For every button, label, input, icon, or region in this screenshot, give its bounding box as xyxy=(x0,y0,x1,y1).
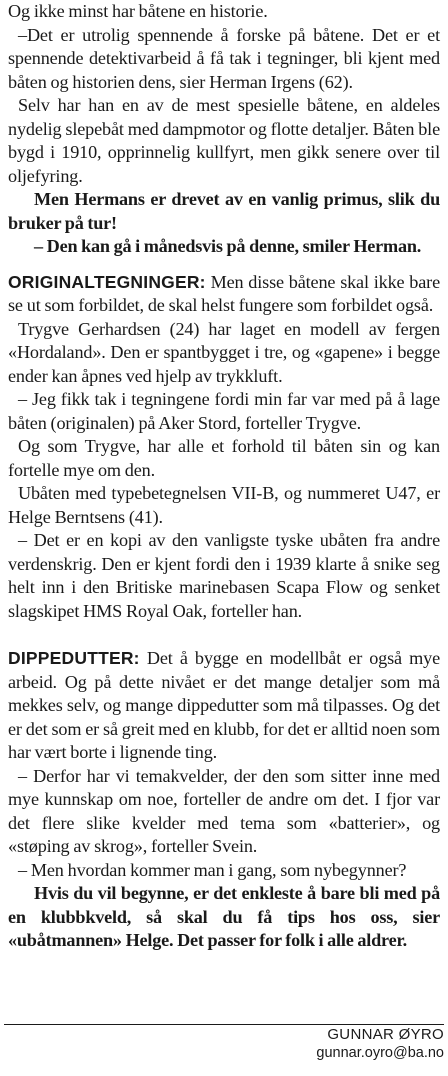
section-1-paragraph: – Jeg fikk tak i tegningene fordi min far var med på å lage båten (originalen) på Aker Stord, forteller Trygve. xyxy=(8,389,440,433)
section-heading-originaltegninger: ORIGINALTEGNINGER: xyxy=(8,271,206,292)
bold-paragraph-herman-quote: – Den kan gå i månedsvis på denne, smiler Herman. xyxy=(34,236,422,256)
intro-paragraph-1: Og ikke minst har båtene en historie. xyxy=(8,1,268,21)
section-dippedutter-lead-text: Det å bygge en modellbåt er også mye arbeid. Og på dette nivået er det mange detaljer som må mekkes selv, og mange dippedutter som må tilpasses. Og det er det som er så greit med en klubb, for det er alltid noen som har vært borte i lignende ting. xyxy=(8,648,440,762)
section-originaltegninger-lead-text: Men disse båtene skal ikke bare se ut som forbildet, de skal helst fungere som forbildet også. xyxy=(8,271,440,315)
section-1-paragraph: Ubåten med typebetegnelsen VII-B, og nummeret U47, er Helge Berntsens (41). xyxy=(8,483,440,527)
section-heading-dippedutter: DIPPEDUTTER: xyxy=(8,648,140,668)
byline-author: GUNNAR ØYRO xyxy=(327,1026,444,1043)
section-2-paragraph: – Derfor har vi temakvelder, der den som sitter inne med mye kunnskap om noe, forteller de andre om det. I fjor var det flere slike kvelder med tema som «batterier», og «støping av skrog», forteller Svein. xyxy=(8,765,440,856)
intro-paragraph-2: –Det er utrolig spennende å forske på båtene. Det er et spennende detektivarbeid å få tak i tegninger, bli kjent med båten og historien dens, sier Herman Irgens (62). xyxy=(8,24,440,92)
byline-email: gunnar.oyro@ba.no xyxy=(316,1045,444,1061)
section-dippedutter-lead xyxy=(8,647,440,765)
section-originaltegninger-lead xyxy=(8,271,440,318)
intro-paragraph-3: Selv har han en av de mest spesielle båtene, en aldeles nydelig slepebåt med dampmotor og flotte detaljer. Båten ble bygd i 1910, opprinnelig kullfyrt, men gikk senere over til oljefyring. xyxy=(8,95,440,186)
section-1-paragraph: Trygve Gerhardsen (24) har laget en modell av fergen «Hordaland». Den er spantbygget i tre, og «gapene» i begge ender kan åpnes ved hjelp av trykkluft. xyxy=(8,318,440,386)
bold-paragraph-closing: Hvis du vil begynne, er det enkleste å bare bli med på en klubbkveld, så skal du få tips hos oss, sier «ubåtmannen» Helge. Det passer for folk i alle aldrer. xyxy=(8,883,440,950)
section-1-paragraph: Og som Trygve, har alle et forhold til båten sin og kan fortelle mye om den. xyxy=(8,436,440,480)
byline xyxy=(4,1024,444,1062)
section-1-paragraph: – Det er en kopi av den vanligste tyske ubåten fra andre verdenskrig. Den er kjent fordi den i 1939 klarte å snike seg helt inn i den Britiske marinebasen Scapa Flow og senket slagskipet HMS Royal Oak, forteller han. xyxy=(8,530,440,621)
byline-divider xyxy=(4,1024,444,1025)
section-2-paragraph: – Men hvordan kommer man i gang, som nybegynner? xyxy=(18,859,407,880)
bold-paragraph-primus: Men Hermans er drevet av en vanlig primus, slik du bruker på tur! xyxy=(8,189,440,233)
